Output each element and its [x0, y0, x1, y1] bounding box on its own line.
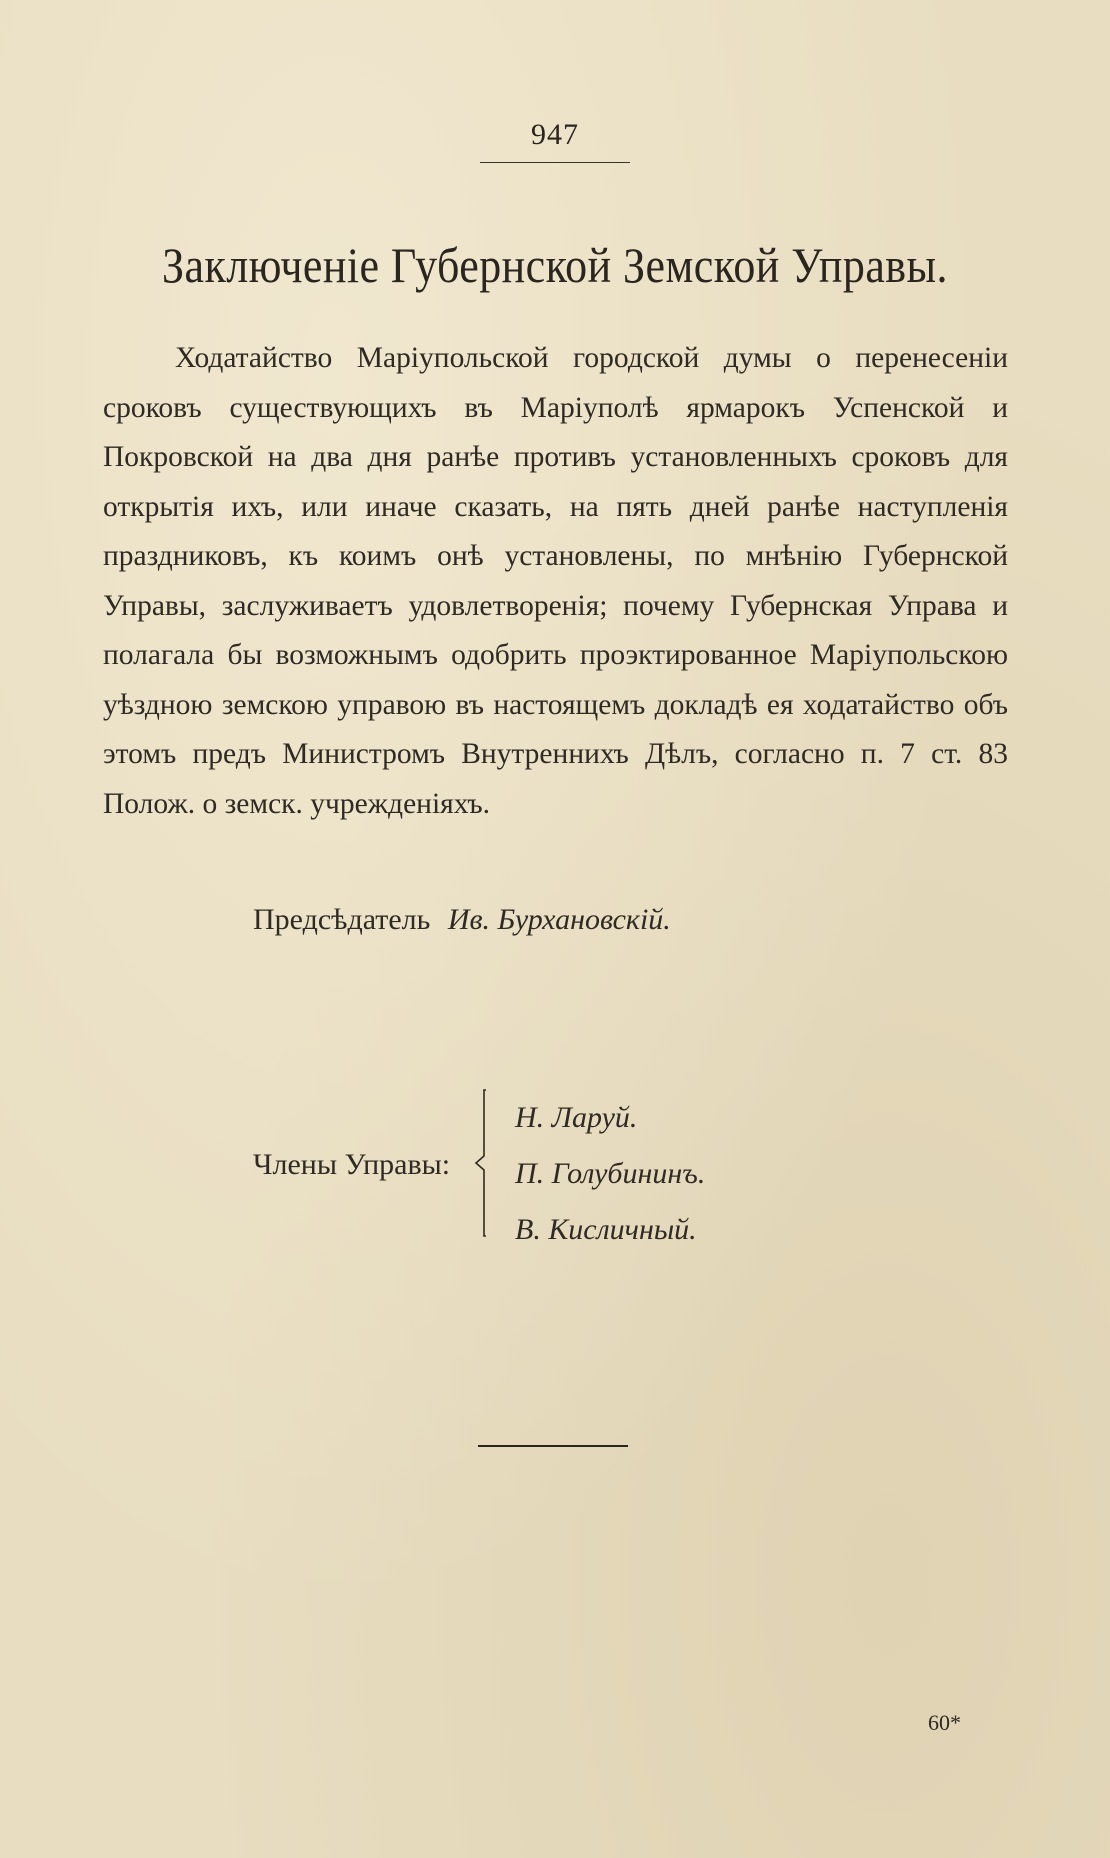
- page-number-underline: [480, 162, 630, 163]
- chairman-signature-line: [253, 903, 671, 937]
- chairman-label: Предсѣдатель: [253, 903, 431, 936]
- body-paragraph: Ходатайство Марiупольской городской думы о перенесенiи сроковъ существующихъ въ Марiуполѣ ярмарокъ Успенской и Покровской на два дня ранѣе противъ установленныхъ сроковъ для открытiя ихъ, или иначе сказать, на пять дней ранѣе наступленiя праздниковъ, къ коимъ онѣ установлены, по мнѣнiю Губернской Управы, заслуживаетъ удовлетворенiя; почему Губернская Управа и полагала бы возможнымъ одобрить проэктированное Марiупольскою уѣздною земскою управою въ настоящемъ докладѣ ея ходатайство объ этомъ предъ Министромъ Внутреннихъ Дѣлъ, согласно п. 7 ст. 83 Полож. о земск. учрежденiяхъ.: [103, 342, 1008, 820]
- member-name: П. Голубининъ.: [515, 1157, 706, 1190]
- member-name: Н. Ларуй.: [515, 1101, 638, 1134]
- page-title: Заключенiе Губернской Земской Управы.: [162, 237, 948, 293]
- chairman-name: Ив. Бурхановскiй.: [447, 903, 671, 936]
- members-label: Члены Управы:: [253, 1148, 451, 1181]
- page-number-container: [0, 118, 1110, 152]
- printer-signature-mark: 60*: [928, 1710, 961, 1735]
- member-name: В. Кисличный.: [515, 1213, 697, 1246]
- section-end-rule: [478, 1445, 628, 1447]
- members-brace: [472, 1088, 490, 1238]
- members-list: [515, 1090, 705, 1258]
- page-number: 947: [531, 118, 579, 151]
